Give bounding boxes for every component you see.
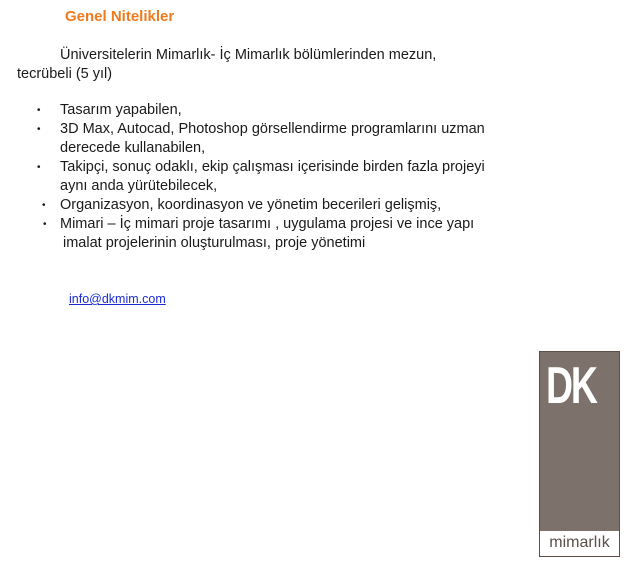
section-heading: Genel Nitelikler xyxy=(65,8,175,25)
list-item-text: 3D Max, Autocad, Photoshop görsellendirme programlarını uzman xyxy=(60,121,485,137)
list-item-text: Takipçi, sonuç odaklı, ekip çalışması içerisinde birden fazla projeyi xyxy=(60,159,485,175)
intro-line-1: Üniversitelerin Mimarlık- İç Mimarlık bölümlerinden mezun, xyxy=(60,47,437,63)
list-item xyxy=(0,196,600,215)
list-item xyxy=(0,215,600,253)
list-item-text: Mimari – İç mimari proje tasarımı , uygulama projesi ve ince yapı xyxy=(60,216,475,232)
list-item-text: Organizasyon, koordinasyon ve yönetim becerileri gelişmiş, xyxy=(60,197,442,213)
list-item-text-continued: imalat projelerinin oluşturulması, proje yönetimi xyxy=(63,235,366,251)
email-link[interactable]: info@dkmim.com xyxy=(69,292,166,306)
company-logo xyxy=(539,351,620,557)
bullet-icon: • xyxy=(43,219,47,230)
logo-subtitle: mimarlık xyxy=(549,534,610,551)
logo-panel xyxy=(540,352,619,531)
bullet-icon: • xyxy=(37,162,41,173)
intro-line-2: tecrübeli (5 yıl) xyxy=(17,66,113,82)
logo-mark: DK xyxy=(546,357,596,415)
list-item xyxy=(0,158,600,196)
list-item-text-continued: aynı anda yürütebilecek, xyxy=(60,178,218,194)
requirements-list xyxy=(0,101,600,253)
list-item xyxy=(0,120,600,158)
bullet-icon: • xyxy=(42,200,46,211)
bullet-icon: • xyxy=(37,105,41,116)
bullet-icon: • xyxy=(37,124,41,135)
intro-paragraph xyxy=(17,46,577,84)
list-item-text-continued: derecede kullanabilen, xyxy=(60,140,206,156)
list-item xyxy=(0,101,600,120)
list-item-text: Tasarım yapabilen, xyxy=(60,102,182,118)
